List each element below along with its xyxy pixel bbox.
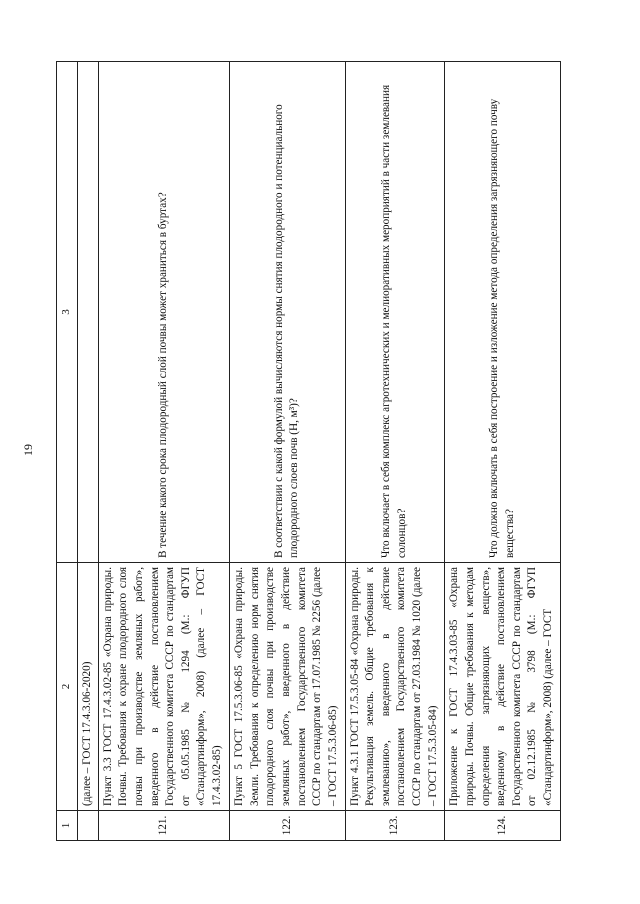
question-cell: В соответствии с какой формулой вычисляются нормы снятия плодородного и потенциального плодородного слоев почв (Н, м³)? xyxy=(230,62,346,563)
column-header-1: 1 xyxy=(57,811,78,841)
table-row xyxy=(98,62,229,841)
source-cell: Пункт 4.3.1 ГОСТ 17.5.3.05-84 «Охрана природы. Рекультивация земель. Общие требования к землеванию», введенного в действие постановлением Государственного комитета СССР по стандартам от 27.03.1984 № 1020 (далее – ГОСТ 17.5.3.05-84) xyxy=(345,563,445,811)
question-cell: Что включает в себя комплекс агротехнических и мелиоративных мероприятий в части землевания солонцов? xyxy=(345,62,445,563)
source-cell: Пункт 5 ГОСТ 17.5.3.06-85 «Охрана природы. Земли. Требования к определению норм снятия плодородного слоя почвы при производстве земляных работ», введенного в действие постановлением Государственного комитета СССР по стандартам от 17.07.1985 № 2256 (далее – ГОСТ 17.5.3.06-85) xyxy=(230,563,346,811)
row-number: 123. xyxy=(345,811,445,841)
question-cell: В течение какого срока плодородный слой почвы может храниться в буртах? xyxy=(98,62,229,563)
column-header-2: 2 xyxy=(57,563,78,811)
source-cell: Приложение к ГОСТ 17.4.3.03-85 «Охрана природы. Почвы. Общие требования к методам определения загрязняющих веществ», введенному в действие постановлением Государственного комитета СССР по стандартам от 02.12.1985 № 3798 (М.: ФГУП «Стандартинформ», 2008) (далее – ГОСТ xyxy=(445,563,561,811)
source-cell: Пункт 3.3 ГОСТ 17.4.3.02-85 «Охрана природы. Почвы. Требования к охране плодородного слоя почвы при производстве земляных работ», введенного в действие постановлением Государственного комитета СССР по стандартам от 05.05.1985 № 1294 (М.: ФГУП «Стандартинформ», 2008) (далее – ГОСТ 17.4.3.02-85) xyxy=(98,563,229,811)
continuation-row xyxy=(78,62,99,841)
table-row xyxy=(230,62,346,841)
row-number: 122. xyxy=(230,811,346,841)
page-number: 19 xyxy=(21,444,35,456)
header-row xyxy=(57,62,78,841)
row-number: 121. xyxy=(98,811,229,841)
question-cell: Что должно включать в себя построение и изложение метода определения загрязняющего почву вещества? xyxy=(445,62,561,563)
continuation-cell: (далее – ГОСТ 17.4.3.06-2020) xyxy=(78,563,99,811)
column-header-3: 3 xyxy=(57,62,78,563)
questions-table xyxy=(56,61,561,841)
rotated-table-wrapper xyxy=(56,61,561,841)
table-row xyxy=(345,62,445,841)
row-number: 124. xyxy=(445,811,561,841)
table-cell-empty xyxy=(78,811,99,841)
table-row xyxy=(445,62,561,841)
table-cell-empty xyxy=(78,62,99,563)
